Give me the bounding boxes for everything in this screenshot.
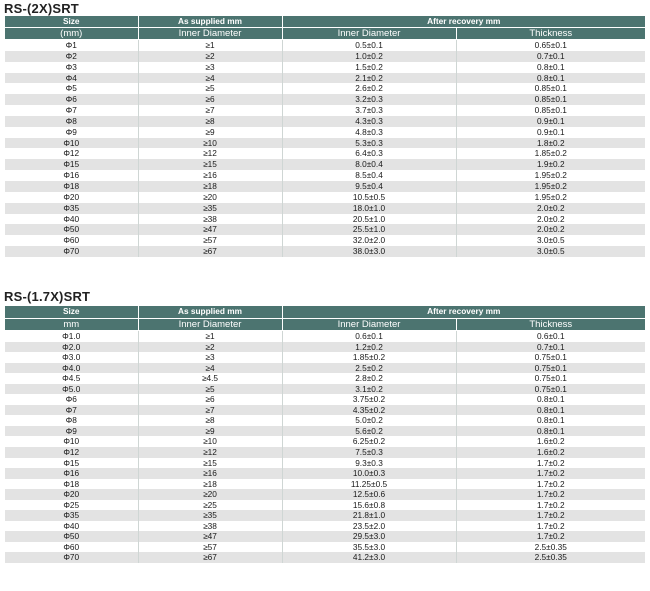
cell-size: Φ12 (5, 148, 138, 159)
table-row (5, 127, 645, 138)
cell-supplied-inner-diameter: ≥25 (138, 500, 282, 511)
header-size: Size (5, 16, 138, 28)
cell-supplied-inner-diameter: ≥16 (138, 468, 282, 479)
cell-supplied-inner-diameter: ≥6 (138, 394, 282, 405)
cell-supplied-inner-diameter: ≥38 (138, 521, 282, 532)
cell-thickness: 1.7±0.2 (456, 489, 645, 500)
cell-recovered-inner-diameter: 9.5±0.4 (282, 181, 456, 192)
header-inner-diameter-recovered: Inner Diameter (282, 28, 456, 40)
cell-supplied-inner-diameter: ≥47 (138, 224, 282, 235)
cell-recovered-inner-diameter: 2.8±0.2 (282, 373, 456, 384)
cell-recovered-inner-diameter: 15.6±0.8 (282, 500, 456, 511)
table-row (5, 73, 645, 84)
cell-size: Φ15 (5, 458, 138, 469)
cell-supplied-inner-diameter: ≥15 (138, 458, 282, 469)
table-row (5, 352, 645, 363)
cell-thickness: 0.9±0.1 (456, 127, 645, 138)
cell-size: Φ12 (5, 447, 138, 458)
table-row (5, 116, 645, 127)
cell-thickness: 0.8±0.1 (456, 426, 645, 437)
cell-recovered-inner-diameter: 8.5±0.4 (282, 170, 456, 181)
cell-supplied-inner-diameter: ≥67 (138, 246, 282, 257)
cell-supplied-inner-diameter: ≥5 (138, 384, 282, 395)
cell-thickness: 1.7±0.2 (456, 479, 645, 490)
cell-supplied-inner-diameter: ≥3 (138, 62, 282, 73)
cell-supplied-inner-diameter: ≥4.5 (138, 373, 282, 384)
header-after-recovery: After recovery mm (282, 306, 645, 318)
cell-supplied-inner-diameter: ≥18 (138, 479, 282, 490)
cell-size: Φ3.0 (5, 352, 138, 363)
table-row (5, 384, 645, 395)
cell-thickness: 0.85±0.1 (456, 94, 645, 105)
cell-thickness: 0.6±0.1 (456, 331, 645, 342)
cell-thickness: 0.85±0.1 (456, 105, 645, 116)
cell-recovered-inner-diameter: 38.0±3.0 (282, 246, 456, 257)
cell-supplied-inner-diameter: ≥4 (138, 363, 282, 374)
table-row (5, 40, 645, 51)
table-row (5, 363, 645, 374)
cell-thickness: 0.7±0.1 (456, 51, 645, 62)
cell-supplied-inner-diameter: ≥2 (138, 51, 282, 62)
cell-thickness: 2.5±0.35 (456, 552, 645, 563)
table-row (5, 214, 645, 225)
cell-supplied-inner-diameter: ≥8 (138, 415, 282, 426)
cell-size: Φ40 (5, 214, 138, 225)
table-row (5, 552, 645, 563)
table-row (5, 224, 645, 235)
cell-recovered-inner-diameter: 0.5±0.1 (282, 40, 456, 51)
table-row (5, 246, 645, 257)
cell-thickness: 3.0±0.5 (456, 235, 645, 246)
cell-supplied-inner-diameter: ≥3 (138, 352, 282, 363)
cell-size: Φ3 (5, 62, 138, 73)
cell-size: Φ70 (5, 552, 138, 563)
cell-size: Φ1 (5, 40, 138, 51)
table-row (5, 426, 645, 437)
table-row (5, 479, 645, 490)
cell-supplied-inner-diameter: ≥47 (138, 531, 282, 542)
cell-size: Φ60 (5, 235, 138, 246)
cell-thickness: 0.7±0.1 (456, 342, 645, 353)
cell-size: Φ16 (5, 468, 138, 479)
table-row (5, 148, 645, 159)
header-after-recovery: After recovery mm (282, 16, 645, 28)
cell-supplied-inner-diameter: ≥15 (138, 159, 282, 170)
cell-size: Φ2 (5, 51, 138, 62)
cell-thickness: 1.6±0.2 (456, 436, 645, 447)
cell-recovered-inner-diameter: 2.1±0.2 (282, 73, 456, 84)
cell-thickness: 0.65±0.1 (456, 40, 645, 51)
cell-recovered-inner-diameter: 5.6±0.2 (282, 426, 456, 437)
cell-thickness: 0.75±0.1 (456, 373, 645, 384)
cell-size: Φ5.0 (5, 384, 138, 395)
cell-recovered-inner-diameter: 29.5±3.0 (282, 531, 456, 542)
cell-recovered-inner-diameter: 8.0±0.4 (282, 159, 456, 170)
table-row (5, 415, 645, 426)
cell-size: Φ20 (5, 489, 138, 500)
cell-thickness: 2.0±0.2 (456, 214, 645, 225)
cell-thickness: 1.9±0.2 (456, 159, 645, 170)
cell-recovered-inner-diameter: 6.4±0.3 (282, 148, 456, 159)
table-title-2x: RS-(2X)SRT (4, 1, 79, 16)
cell-recovered-inner-diameter: 3.1±0.2 (282, 384, 456, 395)
cell-recovered-inner-diameter: 7.5±0.3 (282, 447, 456, 458)
cell-size: Φ35 (5, 203, 138, 214)
cell-size: Φ8 (5, 116, 138, 127)
table-row (5, 159, 645, 170)
header-inner-diameter-recovered: Inner Diameter (282, 318, 456, 331)
table-row (5, 181, 645, 192)
cell-thickness: 0.85±0.1 (456, 83, 645, 94)
cell-supplied-inner-diameter: ≥20 (138, 489, 282, 500)
cell-thickness: 0.8±0.1 (456, 415, 645, 426)
table-title-1-7x: RS-(1.7X)SRT (4, 289, 91, 304)
cell-thickness: 1.6±0.2 (456, 447, 645, 458)
cell-recovered-inner-diameter: 23.5±2.0 (282, 521, 456, 532)
cell-recovered-inner-diameter: 12.5±0.6 (282, 489, 456, 500)
cell-supplied-inner-diameter: ≥10 (138, 138, 282, 149)
cell-recovered-inner-diameter: 10.0±0.3 (282, 468, 456, 479)
cell-size: Φ15 (5, 159, 138, 170)
cell-recovered-inner-diameter: 3.7±0.3 (282, 105, 456, 116)
cell-supplied-inner-diameter: ≥4 (138, 73, 282, 84)
cell-supplied-inner-diameter: ≥8 (138, 116, 282, 127)
cell-thickness: 2.0±0.2 (456, 203, 645, 214)
cell-thickness: 0.8±0.1 (456, 62, 645, 73)
table-row (5, 521, 645, 532)
cell-size: Φ50 (5, 531, 138, 542)
cell-recovered-inner-diameter: 3.2±0.3 (282, 94, 456, 105)
table-row (5, 138, 645, 149)
table-row (5, 436, 645, 447)
table-row (5, 531, 645, 542)
cell-size: Φ6 (5, 94, 138, 105)
cell-recovered-inner-diameter: 4.8±0.3 (282, 127, 456, 138)
cell-size: Φ10 (5, 436, 138, 447)
spec-table-1-7x (5, 306, 645, 563)
cell-supplied-inner-diameter: ≥1 (138, 40, 282, 51)
table-row (5, 235, 645, 246)
cell-size: Φ7 (5, 105, 138, 116)
cell-size: Φ10 (5, 138, 138, 149)
cell-supplied-inner-diameter: ≥5 (138, 83, 282, 94)
cell-size: Φ4.5 (5, 373, 138, 384)
cell-recovered-inner-diameter: 6.25±0.2 (282, 436, 456, 447)
cell-thickness: 1.8±0.2 (456, 138, 645, 149)
header-size: Size (5, 306, 138, 318)
cell-thickness: 1.7±0.2 (456, 521, 645, 532)
cell-thickness: 0.8±0.1 (456, 394, 645, 405)
table-row (5, 458, 645, 469)
header-inner-diameter-supplied: Inner Diameter (138, 318, 282, 331)
cell-recovered-inner-diameter: 21.8±1.0 (282, 510, 456, 521)
cell-supplied-inner-diameter: ≥16 (138, 170, 282, 181)
cell-thickness: 1.7±0.2 (456, 468, 645, 479)
cell-thickness: 1.7±0.2 (456, 510, 645, 521)
cell-thickness: 1.95±0.2 (456, 170, 645, 181)
cell-thickness: 1.7±0.2 (456, 458, 645, 469)
cell-recovered-inner-diameter: 32.0±2.0 (282, 235, 456, 246)
header-size-unit: mm (5, 318, 138, 331)
cell-size: Φ25 (5, 500, 138, 511)
cell-supplied-inner-diameter: ≥12 (138, 447, 282, 458)
cell-supplied-inner-diameter: ≥1 (138, 331, 282, 342)
header-as-supplied: As supplied mm (138, 16, 282, 28)
cell-size: Φ18 (5, 479, 138, 490)
cell-size: Φ16 (5, 170, 138, 181)
table-row (5, 170, 645, 181)
cell-thickness: 0.75±0.1 (456, 363, 645, 374)
table-row (5, 342, 645, 353)
table-body (5, 331, 645, 564)
cell-thickness: 1.85±0.2 (456, 148, 645, 159)
cell-recovered-inner-diameter: 1.2±0.2 (282, 342, 456, 353)
cell-recovered-inner-diameter: 2.6±0.2 (282, 83, 456, 94)
cell-thickness: 2.0±0.2 (456, 224, 645, 235)
cell-size: Φ70 (5, 246, 138, 257)
cell-supplied-inner-diameter: ≥57 (138, 542, 282, 553)
table-row (5, 62, 645, 73)
table-row (5, 394, 645, 405)
cell-size: Φ7 (5, 405, 138, 416)
cell-recovered-inner-diameter: 1.85±0.2 (282, 352, 456, 363)
cell-thickness: 0.9±0.1 (456, 116, 645, 127)
header-as-supplied: As supplied mm (138, 306, 282, 318)
cell-supplied-inner-diameter: ≥35 (138, 203, 282, 214)
cell-recovered-inner-diameter: 5.0±0.2 (282, 415, 456, 426)
cell-recovered-inner-diameter: 10.5±0.5 (282, 192, 456, 203)
cell-thickness: 1.7±0.2 (456, 500, 645, 511)
cell-supplied-inner-diameter: ≥7 (138, 105, 282, 116)
cell-size: Φ60 (5, 542, 138, 553)
cell-thickness: 3.0±0.5 (456, 246, 645, 257)
cell-supplied-inner-diameter: ≥9 (138, 127, 282, 138)
cell-thickness: 2.5±0.35 (456, 542, 645, 553)
cell-recovered-inner-diameter: 41.2±3.0 (282, 552, 456, 563)
cell-size: Φ6 (5, 394, 138, 405)
table-row (5, 105, 645, 116)
cell-supplied-inner-diameter: ≥12 (138, 148, 282, 159)
cell-recovered-inner-diameter: 9.3±0.3 (282, 458, 456, 469)
table-body (5, 40, 645, 257)
cell-supplied-inner-diameter: ≥57 (138, 235, 282, 246)
cell-size: Φ20 (5, 192, 138, 203)
cell-supplied-inner-diameter: ≥7 (138, 405, 282, 416)
cell-supplied-inner-diameter: ≥2 (138, 342, 282, 353)
cell-thickness: 0.75±0.1 (456, 384, 645, 395)
table-row (5, 83, 645, 94)
cell-supplied-inner-diameter: ≥67 (138, 552, 282, 563)
spec-table-2x (5, 16, 645, 257)
table-row (5, 447, 645, 458)
cell-size: Φ4.0 (5, 363, 138, 374)
table-row (5, 405, 645, 416)
header-size-unit: (mm) (5, 28, 138, 40)
cell-thickness: 0.75±0.1 (456, 352, 645, 363)
cell-supplied-inner-diameter: ≥9 (138, 426, 282, 437)
cell-recovered-inner-diameter: 0.6±0.1 (282, 331, 456, 342)
cell-size: Φ9 (5, 127, 138, 138)
cell-size: Φ5 (5, 83, 138, 94)
cell-size: Φ4 (5, 73, 138, 84)
table-row (5, 468, 645, 479)
header-thickness: Thickness (456, 28, 645, 40)
cell-thickness: 0.8±0.1 (456, 405, 645, 416)
cell-thickness: 1.95±0.2 (456, 181, 645, 192)
cell-recovered-inner-diameter: 35.5±3.0 (282, 542, 456, 553)
cell-recovered-inner-diameter: 4.35±0.2 (282, 405, 456, 416)
cell-recovered-inner-diameter: 25.5±1.0 (282, 224, 456, 235)
cell-size: Φ8 (5, 415, 138, 426)
table-row (5, 542, 645, 553)
cell-size: Φ40 (5, 521, 138, 532)
cell-size: Φ1.0 (5, 331, 138, 342)
cell-size: Φ18 (5, 181, 138, 192)
cell-supplied-inner-diameter: ≥6 (138, 94, 282, 105)
cell-size: Φ50 (5, 224, 138, 235)
cell-thickness: 1.7±0.2 (456, 531, 645, 542)
cell-size: Φ9 (5, 426, 138, 437)
cell-recovered-inner-diameter: 18.0±1.0 (282, 203, 456, 214)
cell-thickness: 1.95±0.2 (456, 192, 645, 203)
table-row (5, 373, 645, 384)
cell-size: Φ2.0 (5, 342, 138, 353)
cell-supplied-inner-diameter: ≥10 (138, 436, 282, 447)
cell-recovered-inner-diameter: 4.3±0.3 (282, 116, 456, 127)
table-row (5, 500, 645, 511)
cell-thickness: 0.8±0.1 (456, 73, 645, 84)
table-row (5, 203, 645, 214)
table-row (5, 192, 645, 203)
cell-recovered-inner-diameter: 1.0±0.2 (282, 51, 456, 62)
cell-recovered-inner-diameter: 11.25±0.5 (282, 479, 456, 490)
cell-supplied-inner-diameter: ≥38 (138, 214, 282, 225)
header-thickness: Thickness (456, 318, 645, 331)
cell-recovered-inner-diameter: 5.3±0.3 (282, 138, 456, 149)
cell-supplied-inner-diameter: ≥20 (138, 192, 282, 203)
cell-supplied-inner-diameter: ≥18 (138, 181, 282, 192)
table-row (5, 94, 645, 105)
table-row (5, 51, 645, 62)
table-row (5, 331, 645, 342)
table-row (5, 489, 645, 500)
cell-recovered-inner-diameter: 1.5±0.2 (282, 62, 456, 73)
cell-recovered-inner-diameter: 2.5±0.2 (282, 363, 456, 374)
cell-size: Φ35 (5, 510, 138, 521)
cell-recovered-inner-diameter: 20.5±1.0 (282, 214, 456, 225)
cell-recovered-inner-diameter: 3.75±0.2 (282, 394, 456, 405)
table-row (5, 510, 645, 521)
header-inner-diameter-supplied: Inner Diameter (138, 28, 282, 40)
cell-supplied-inner-diameter: ≥35 (138, 510, 282, 521)
